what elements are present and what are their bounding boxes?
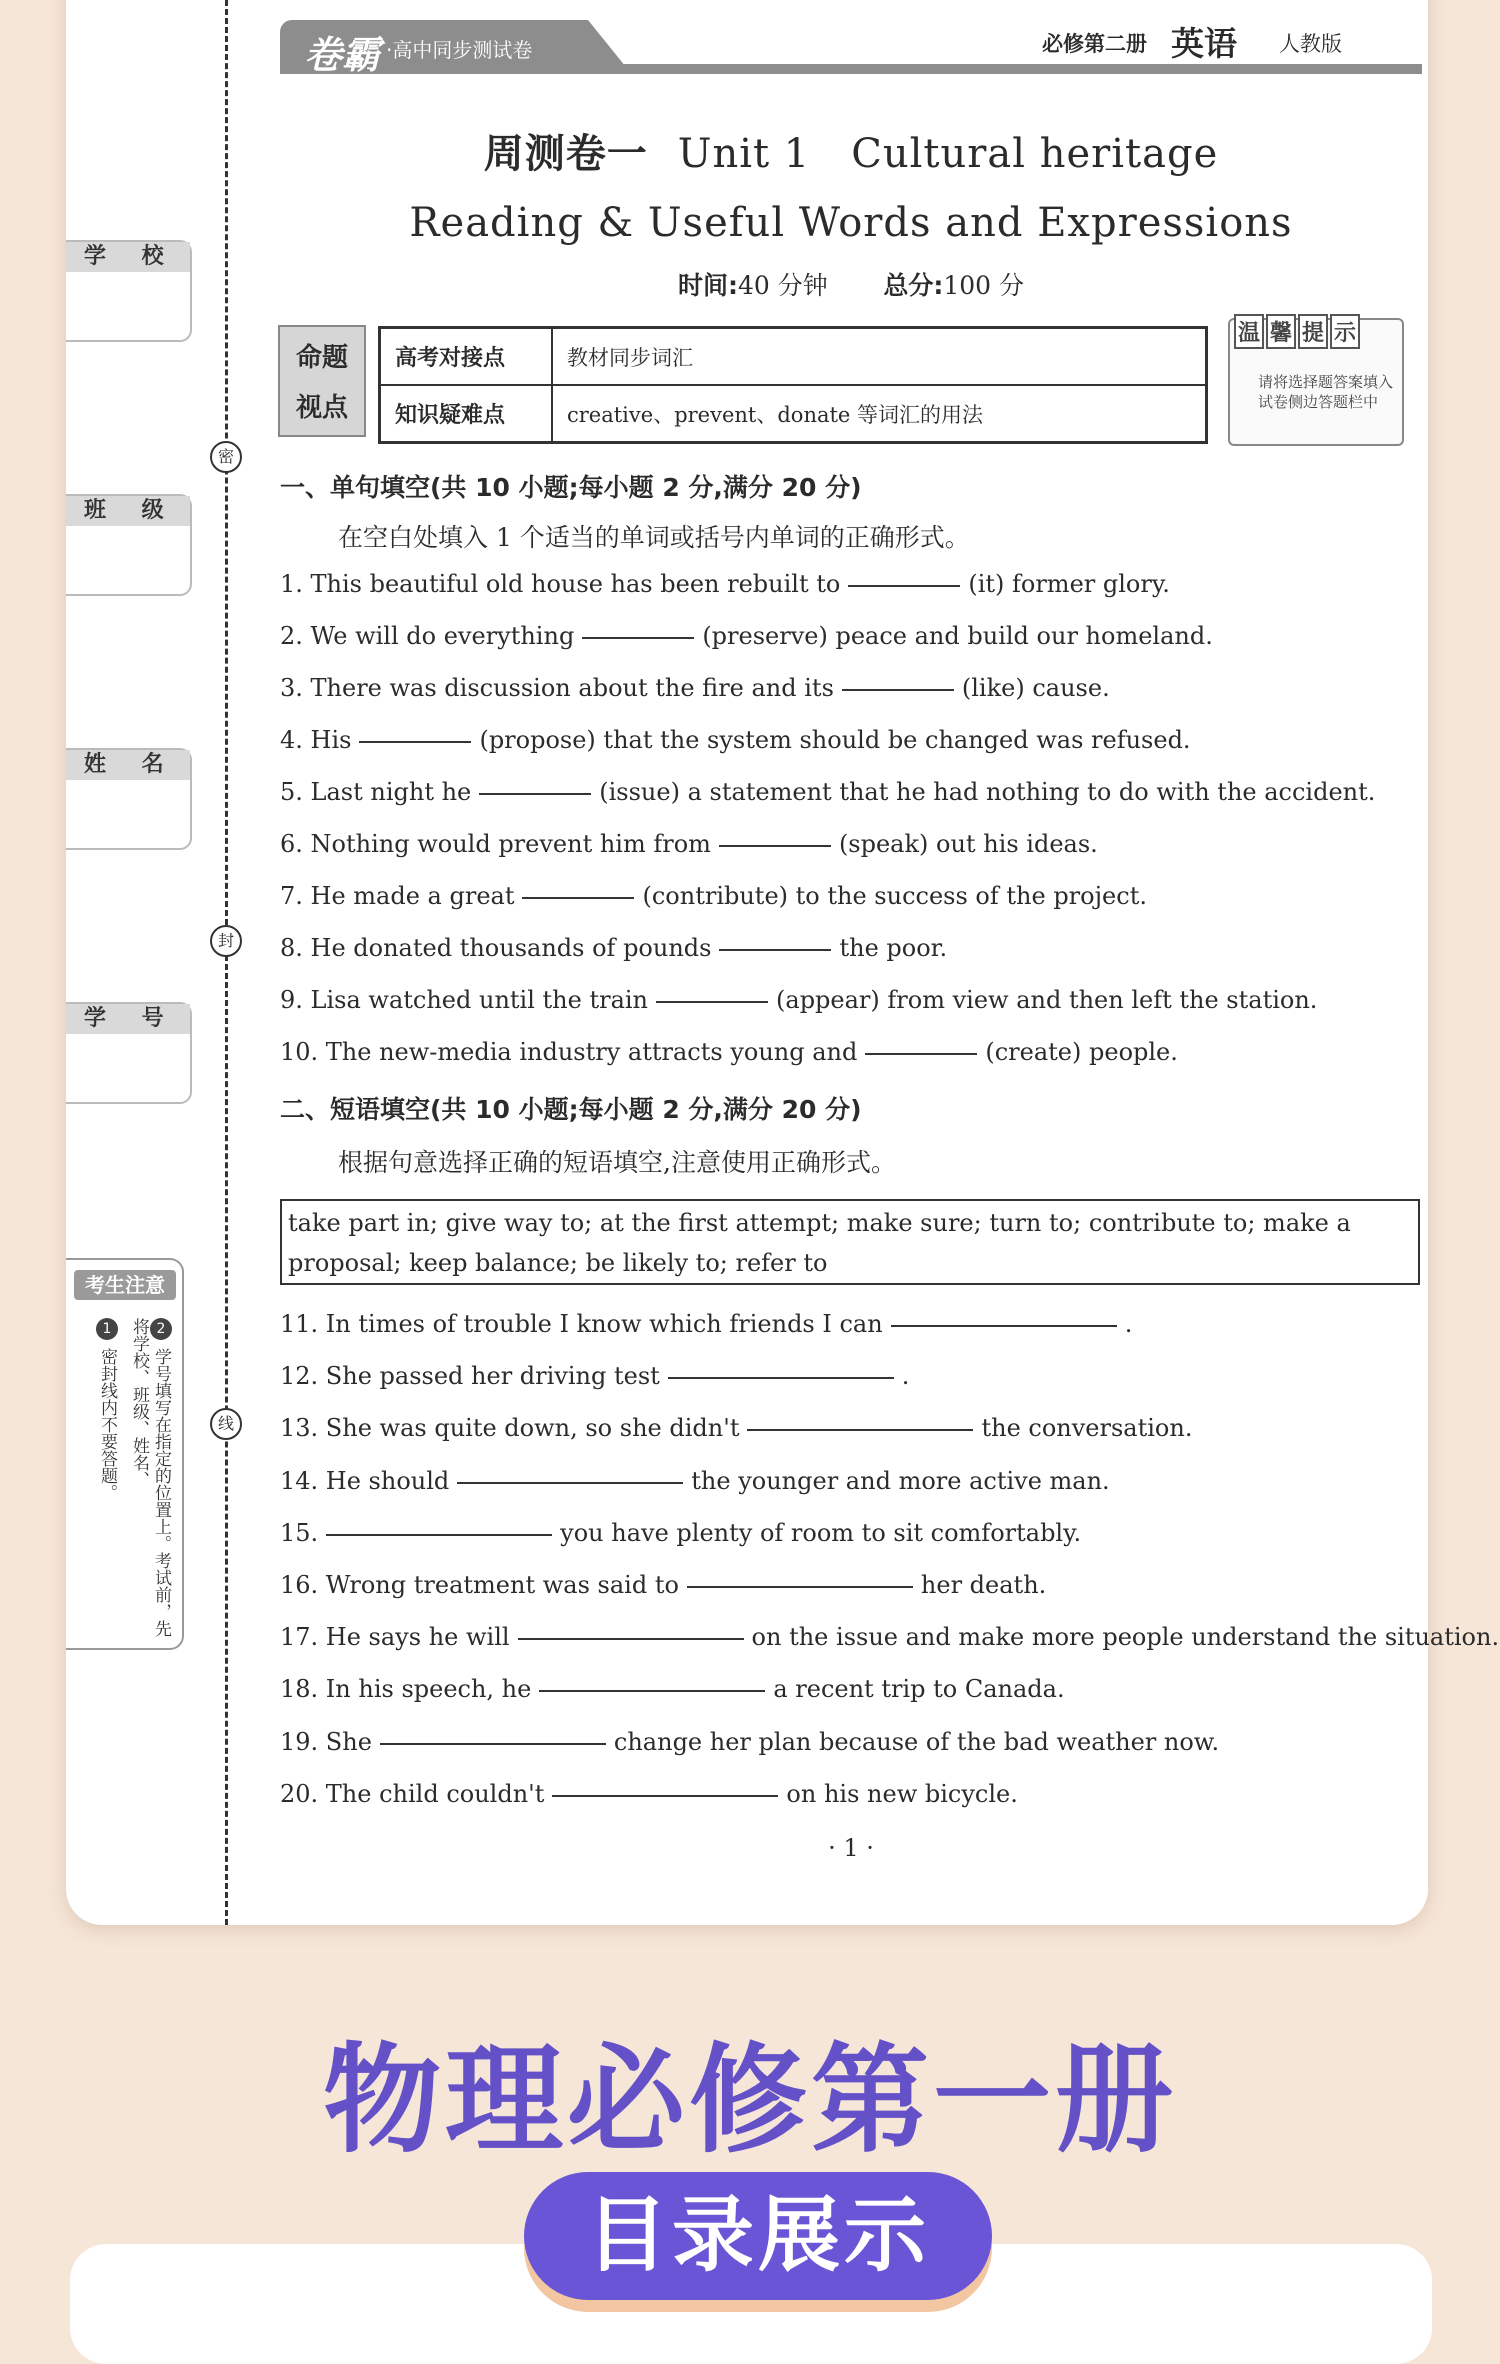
- tip-text: 请将选择题答案填入试卷侧边答题栏中: [1258, 373, 1394, 411]
- question-text: 13. She was quite down, so she didn't: [280, 1414, 740, 1443]
- question-text-after: (create) people.: [985, 1038, 1178, 1066]
- mingti-label-1: 命题: [295, 343, 348, 373]
- question-text: 11. In times of trouble I know which friends I can: [280, 1310, 883, 1338]
- question-text-after: change her plan because of the bad weather now.: [613, 1727, 1220, 1756]
- question-7: [280, 882, 1147, 910]
- question-text: 9. Lisa watched until the train: [280, 986, 649, 1014]
- field-school-label: 学 校: [66, 242, 190, 272]
- exam-notice: [66, 1258, 184, 1650]
- question-text: 8. He donated thousands of pounds: [280, 934, 712, 962]
- field-name[interactable]: [66, 748, 192, 850]
- field-name-label: 姓 名: [66, 750, 190, 780]
- section-2-instruction: 根据句意选择正确的短语填空,注意使用正确形式。: [338, 1148, 896, 1177]
- question-text-after: on his new bicycle.: [786, 1779, 1018, 1808]
- section-2-heading: 二、短语填空(共 10 小题;每小题 2 分,满分 20 分): [280, 1095, 862, 1124]
- knowledge-table: [378, 326, 1208, 444]
- question-text-after: .: [901, 1362, 910, 1391]
- question-10: [280, 1780, 1018, 1808]
- answer-blank[interactable]: [582, 636, 694, 639]
- question-text: 20. The child couldn't: [280, 1779, 545, 1808]
- field-class-label: 班 级: [66, 496, 190, 526]
- brand-logo: 卷霸: [304, 33, 381, 77]
- seal-feng: 封: [210, 925, 242, 957]
- question-5: [280, 778, 1375, 806]
- answer-blank[interactable]: [656, 1000, 768, 1003]
- question-text-after: the poor.: [839, 934, 948, 962]
- answer-blank[interactable]: [891, 1324, 1117, 1327]
- phrase-box: [280, 1199, 1420, 1285]
- answer-blank[interactable]: [457, 1481, 683, 1484]
- question-text-after: (propose) that the system should be changed was refused.: [479, 726, 1191, 754]
- question-1: [280, 570, 1170, 598]
- table-row: [380, 328, 1207, 386]
- answer-blank[interactable]: [848, 584, 960, 587]
- table-value: 教材同步词汇: [552, 328, 1207, 386]
- time-value: 40 分钟: [737, 271, 828, 300]
- question-text-after: the conversation.: [981, 1414, 1193, 1443]
- exam-title-cn: 周测卷一: [483, 131, 648, 177]
- question-text-after: a recent trip to Canada.: [773, 1675, 1065, 1704]
- question-text: 10. The new-media industry attracts young and: [280, 1038, 858, 1066]
- question-text: 7. He made a great: [280, 882, 515, 910]
- edition-label: 人教版: [1279, 32, 1342, 56]
- answer-blank[interactable]: [518, 1637, 744, 1640]
- table-key: 高考对接点: [380, 328, 553, 386]
- score-label: 总分:: [883, 271, 944, 300]
- question-text-after: (it) former glory.: [968, 570, 1170, 598]
- table-row: [380, 385, 1207, 443]
- number-2-icon: 1: [96, 1318, 118, 1340]
- question-text: 16. Wrong treatment was said to: [280, 1571, 679, 1599]
- question-1: [280, 1310, 1132, 1338]
- question-text-after: .: [1124, 1310, 1133, 1338]
- notice-item-2: 1密封线内不要答题。: [96, 1318, 118, 1501]
- question-text-after: (speak) out his ideas.: [838, 830, 1098, 858]
- question-text: 1. This beautiful old house has been rebuilt to: [280, 570, 841, 598]
- question-text: 6. Nothing would prevent him from: [280, 830, 711, 858]
- field-school[interactable]: [66, 240, 192, 342]
- table-value: creative、prevent、donate 等词汇的用法: [552, 385, 1207, 443]
- question-text: 17. He says he will: [280, 1623, 510, 1652]
- question-8: [280, 934, 947, 962]
- answer-blank[interactable]: [747, 1428, 973, 1431]
- notice-item-1: 2学号填写在指定的位置上。考试前，先将学校、班级、姓名、: [129, 1318, 171, 1637]
- time-label: 时间:: [677, 271, 738, 300]
- phrase-line-2: proposal; keep balance; be likely to; refer to: [288, 1249, 828, 1277]
- question-text: 2. We will do everything: [280, 622, 575, 650]
- field-student-id-label: 学 号: [66, 1004, 190, 1034]
- question-2: [280, 1362, 909, 1390]
- question-2: [280, 622, 1213, 650]
- mingti-label-2: 视点: [295, 393, 348, 423]
- section-1-heading: 一、单句填空(共 10 小题;每小题 2 分,满分 20 分): [280, 473, 862, 502]
- mingti-label: [278, 325, 366, 437]
- volume-label: 必修第二册: [1042, 32, 1147, 56]
- question-text: 12. She passed her driving test: [280, 1362, 660, 1391]
- question-4: [280, 1467, 1110, 1495]
- answer-blank[interactable]: [865, 1052, 977, 1055]
- question-text-after: (appear) from view and then left the station.: [776, 986, 1318, 1014]
- question-text: 4. His: [280, 726, 352, 754]
- answer-blank[interactable]: [719, 948, 831, 951]
- binding-dashed-line: [225, 0, 228, 1925]
- answer-blank[interactable]: [668, 1376, 894, 1379]
- tip-badge: 温 馨 提 示: [1234, 314, 1362, 349]
- answer-blank[interactable]: [539, 1689, 765, 1692]
- question-3: [280, 674, 1110, 702]
- question-4: [280, 726, 1191, 754]
- question-text-after: (preserve) peace and build our homeland.: [702, 622, 1213, 650]
- phrase-line-1: take part in; give way to; at the first attempt; make sure; turn to; contribute to; make a: [288, 1209, 1351, 1237]
- catalog-button[interactable]: 目录展示: [524, 2172, 992, 2300]
- question-5: [280, 1519, 1081, 1547]
- answer-blank[interactable]: [380, 1742, 606, 1745]
- question-6: [280, 830, 1098, 858]
- time-score-line: [280, 266, 1422, 302]
- question-text-after: her death.: [920, 1571, 1047, 1599]
- question-text-after: on the issue and make more people understand the situation.: [751, 1623, 1500, 1652]
- field-student-id[interactable]: [66, 1002, 192, 1104]
- number-1-icon: 2: [150, 1318, 172, 1340]
- field-class[interactable]: [66, 494, 192, 596]
- promo-title: 物理必修第一册: [322, 2031, 1177, 2169]
- answer-blank[interactable]: [479, 792, 591, 795]
- exam-title-unit: Unit 1 Cultural heritage: [677, 131, 1219, 177]
- seal-xian: 线: [210, 1408, 242, 1440]
- answer-blank[interactable]: [359, 740, 471, 743]
- question-10: [280, 1038, 1178, 1066]
- question-text-after: you have plenty of room to sit comfortably.: [560, 1518, 1082, 1547]
- question-text-after: (like) cause.: [961, 674, 1110, 702]
- question-9: [280, 986, 1317, 1014]
- question-8: [280, 1675, 1065, 1703]
- brand-subtitle: ·高中同步测试卷: [386, 38, 533, 62]
- answer-blank[interactable]: [719, 844, 831, 847]
- table-key: 知识疑难点: [380, 385, 553, 443]
- question-text: 5. Last night he: [280, 778, 472, 806]
- answer-blank[interactable]: [687, 1585, 913, 1588]
- question-text-after: (issue) a statement that he had nothing to do with the accident.: [599, 778, 1376, 806]
- tip-card: [1228, 318, 1404, 446]
- question-text-after: (contribute) to the success of the project.: [642, 882, 1147, 910]
- answer-blank[interactable]: [552, 1794, 778, 1797]
- seal-mi: 密: [210, 441, 242, 473]
- page-number: · 1 ·: [828, 1834, 874, 1862]
- subject-label: 英语: [1171, 24, 1237, 63]
- question-text-after: the younger and more active man.: [691, 1466, 1110, 1495]
- question-text: 14. He should: [280, 1466, 450, 1495]
- question-9: [280, 1728, 1219, 1756]
- answer-blank[interactable]: [522, 896, 634, 899]
- section-1-instruction: 在空白处填入 1 个适当的单词或括号内单词的正确形式。: [338, 523, 970, 552]
- score-value: 100 分: [943, 271, 1025, 300]
- exam-subtitle: Reading & Useful Words and Expressions: [409, 200, 1293, 246]
- page-header: [280, 20, 1422, 76]
- answer-blank[interactable]: [842, 688, 954, 691]
- question-text: 18. In his speech, he: [280, 1675, 532, 1704]
- header-rule: [280, 64, 1422, 74]
- answer-blank[interactable]: [326, 1533, 552, 1536]
- question-text: 15.: [280, 1518, 319, 1547]
- question-6: [280, 1571, 1046, 1599]
- question-7: [280, 1623, 1499, 1651]
- question-text: 3. There was discussion about the fire and its: [280, 674, 834, 702]
- notice-title: 考生注意: [74, 1270, 176, 1300]
- question-3: [280, 1414, 1192, 1442]
- question-text: 19. She: [280, 1727, 372, 1756]
- exam-title: [280, 122, 1422, 179]
